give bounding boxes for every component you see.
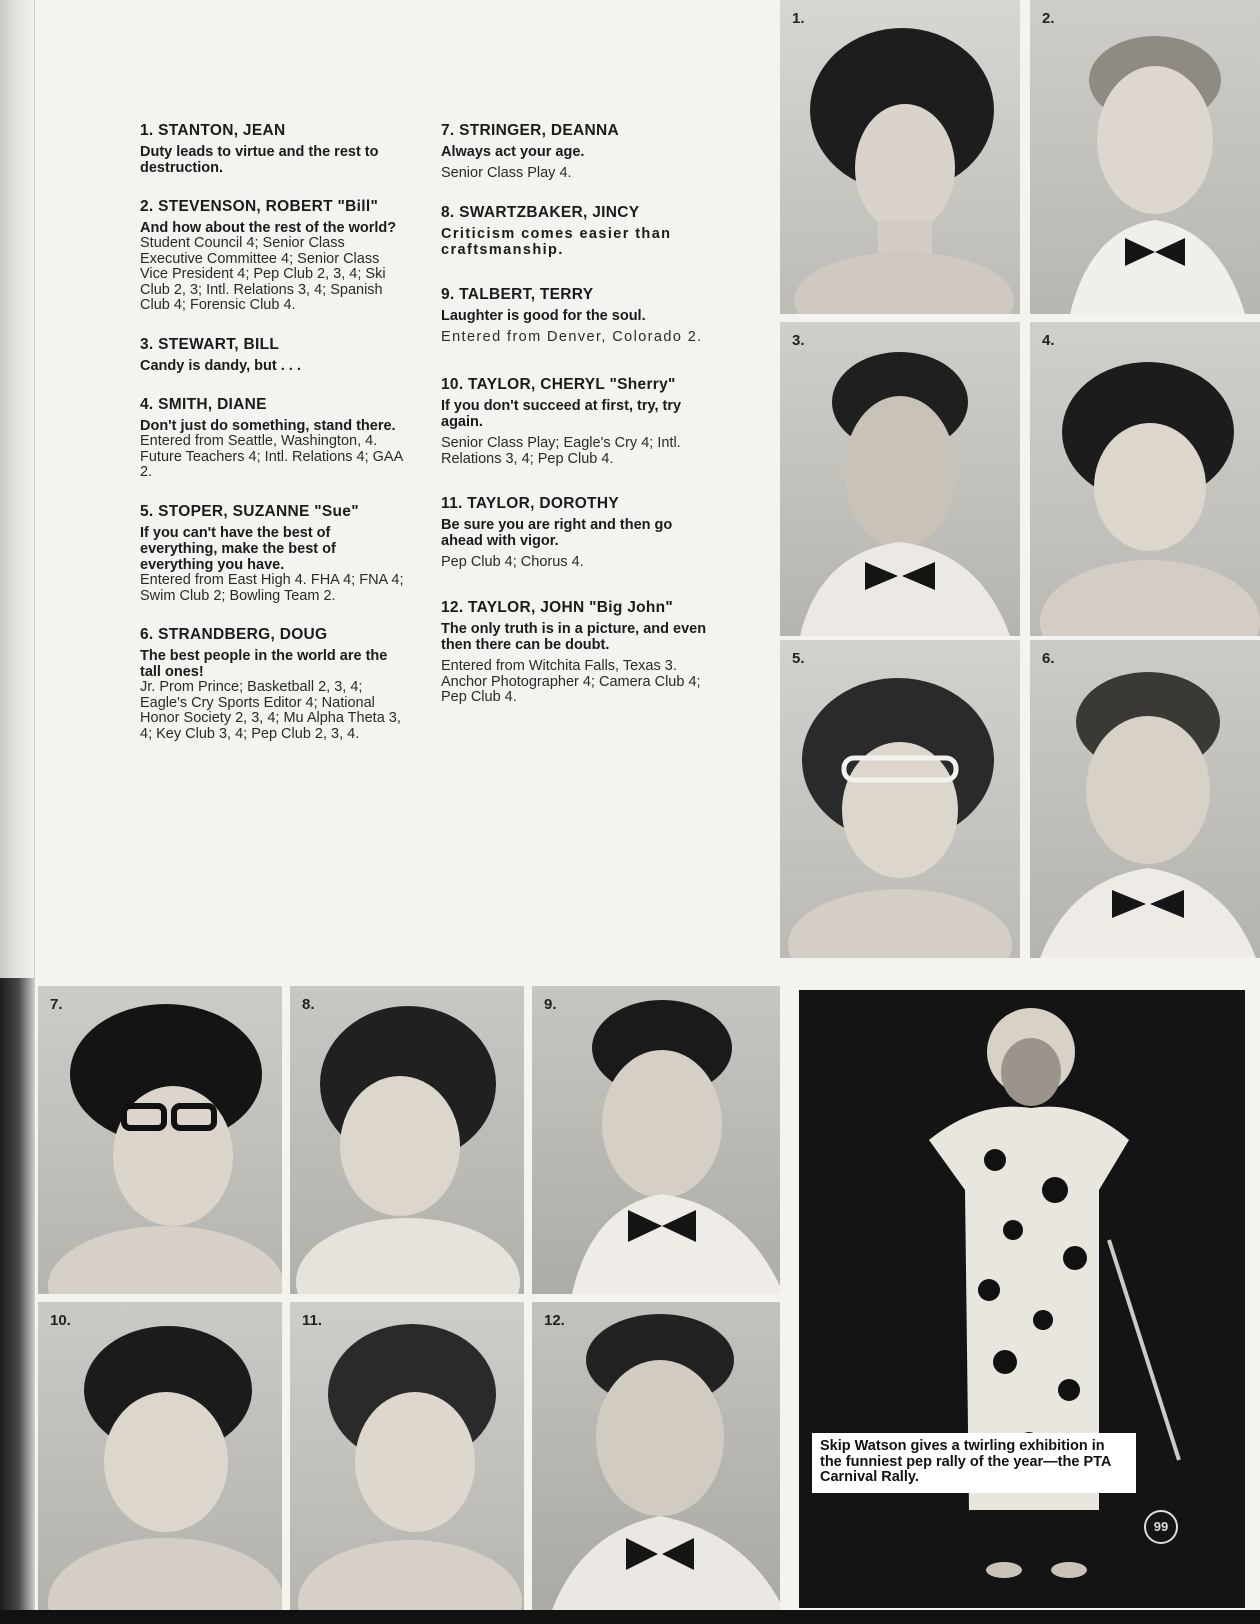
portrait-silhouette <box>38 1302 282 1610</box>
entry-activities: Entered from Witchita Falls, Texas 3. Anchor Photographer 4; Camera Club 4; Pep Club 4. <box>441 658 701 705</box>
entry-activities: Entered from Denver, Colorado 2. <box>441 329 703 345</box>
entry-motto: Always act your age. <box>441 144 585 160</box>
portrait-silhouette <box>1030 0 1260 314</box>
portrait-photo-4 <box>1030 322 1260 636</box>
photo-number: 5. <box>792 650 805 667</box>
photo-number: 9. <box>544 996 557 1013</box>
binding-edge-shadow <box>0 978 35 1624</box>
portrait-photo-11 <box>290 1302 524 1610</box>
portrait-silhouette <box>532 986 780 1294</box>
portrait-photo-10 <box>38 1302 282 1610</box>
entry-activities: Jr. Prom Prince; Basketball 2, 3, 4; Eagle's Cry Sports Editor 4; National Honor Society 2, 3, 4; Mu Alpha Theta 3, 4; Key Club 3, 4; Pep Club 2, 3, 4. <box>140 679 401 742</box>
portrait-photo-8 <box>290 986 524 1294</box>
portrait-photo-9 <box>532 986 780 1294</box>
clown-costume-figure <box>799 990 1245 1608</box>
candid-photo <box>799 990 1245 1608</box>
entry-name: 3. STEWART, BILL <box>140 336 280 353</box>
entry-name: 9. TALBERT, TERRY <box>441 286 594 303</box>
entry-name: 5. STOPER, SUZANNE "Sue" <box>140 503 359 520</box>
portrait-silhouette <box>38 986 282 1294</box>
entry-name: 1. STANTON, JEAN <box>140 122 286 139</box>
entry-12 <box>441 599 709 706</box>
entry-activities: Senior Class Play; Eagle's Cry 4; Intl. Relations 3, 4; Pep Club 4. <box>441 435 681 467</box>
portrait-silhouette <box>780 322 1020 636</box>
entry-activities: Entered from Seattle, Washington, 4. Future Teachers 4; Intl. Relations 4; GAA 2. <box>140 433 403 480</box>
entry-name: 7. STRINGER, DEANNA <box>441 122 619 139</box>
entry-3 <box>140 336 301 374</box>
portrait-silhouette <box>780 0 1020 314</box>
entry-10 <box>441 376 709 467</box>
photo-number: 4. <box>1042 332 1055 349</box>
entry-motto: The best people in the world are the tall ones! <box>140 648 388 680</box>
portrait-silhouette <box>290 986 524 1294</box>
portrait-silhouette <box>290 1302 524 1610</box>
entry-2 <box>140 198 408 314</box>
photo-number: 8. <box>302 996 315 1013</box>
entry-motto: The only truth is in a picture, and even then there can be doubt. <box>441 621 707 653</box>
entry-8 <box>441 204 709 258</box>
entry-motto: Laughter is good for the soul. <box>441 308 646 324</box>
entry-name: 8. SWARTZBAKER, JINCY <box>441 204 640 221</box>
photo-number: 12. <box>544 1312 565 1329</box>
entry-4 <box>140 396 408 481</box>
portrait-photo-7 <box>38 986 282 1294</box>
entry-activities: Senior Class Play 4. <box>441 165 572 181</box>
portrait-photo-6 <box>1030 640 1260 958</box>
entry-name: 12. TAYLOR, JOHN "Big John" <box>441 599 674 616</box>
portrait-silhouette <box>1030 322 1260 636</box>
photo-number: 7. <box>50 996 63 1013</box>
entry-motto: If you can't have the best of everything, make the best of everything you have. <box>140 525 336 573</box>
photo-number: 2. <box>1042 10 1055 27</box>
entry-activities: Pep Club 4; Chorus 4. <box>441 554 584 570</box>
portrait-photo-5 <box>780 640 1020 958</box>
entry-motto: Don't just do something, stand there. <box>140 418 396 434</box>
entry-motto: Duty leads to virtue and the rest to destruction. <box>140 144 379 176</box>
entry-motto: And how about the rest of the world? <box>140 220 397 236</box>
entry-11 <box>441 495 709 571</box>
entry-name: 2. STEVENSON, ROBERT "Bill" <box>140 198 379 215</box>
photo-number: 6. <box>1042 650 1055 667</box>
portrait-silhouette <box>532 1302 780 1610</box>
entry-name: 10. TAYLOR, CHERYL "Sherry" <box>441 376 676 393</box>
portrait-silhouette <box>1030 640 1260 958</box>
entry-activities: Student Council 4; Senior Class Executive Committee 4; Senior Class Vice President 4; Pep Club 2, 3, 4; Ski Club 2, 3; Intl. Relations 3, 4; Spanish Club 4; Forensic Club 4. <box>140 235 386 313</box>
photo-number: 10. <box>50 1312 71 1329</box>
entry-motto: If you don't succeed at first, try, try again. <box>441 398 682 430</box>
entry-1 <box>140 122 408 176</box>
page-number: 99 <box>1144 1510 1178 1544</box>
photo-caption: Skip Watson gives a twirling exhibition in the funniest pep rally of the year—the PTA Carnival Rally. <box>812 1433 1136 1493</box>
photo-number: 11. <box>302 1312 323 1329</box>
portrait-photo-2 <box>1030 0 1260 314</box>
portrait-photo-3 <box>780 322 1020 636</box>
entry-motto: Be sure you are right and then go ahead with vigor. <box>441 517 673 549</box>
portrait-photo-1 <box>780 0 1020 314</box>
page-bottom-edge <box>0 1610 1260 1624</box>
entry-name: 4. SMITH, DIANE <box>140 396 267 413</box>
entry-name: 11. TAYLOR, DOROTHY <box>441 495 619 512</box>
photo-number: 1. <box>792 10 805 27</box>
entry-name: 6. STRANDBERG, DOUG <box>140 626 328 643</box>
photo-number: 3. <box>792 332 805 349</box>
entry-6 <box>140 626 408 742</box>
entry-5 <box>140 503 408 604</box>
entry-9 <box>441 286 703 346</box>
portrait-photo-12 <box>532 1302 780 1610</box>
portrait-silhouette <box>780 640 1020 958</box>
entry-7 <box>441 122 619 182</box>
entry-activities: Entered from East High 4. FHA 4; FNA 4; Swim Club 2; Bowling Team 2. <box>140 572 404 604</box>
entry-motto: Candy is dandy, but . . . <box>140 358 301 374</box>
entry-motto: Criticism comes easier than craftsmanship. <box>441 226 672 258</box>
